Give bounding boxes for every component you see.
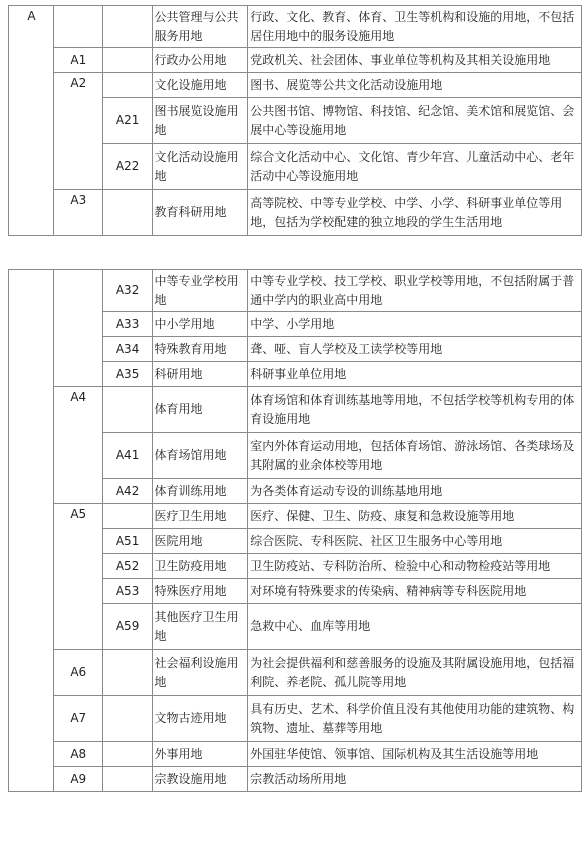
category-name-cell: 体育训练用地 (152, 479, 248, 504)
category-desc-cell: 综合医院、专科医院、社区卫生服务中心等用地 (248, 529, 582, 554)
category-desc-cell: 具有历史、艺术、科学价值且没有其他使用功能的建筑物、构筑物、遗址、墓葬等用地 (248, 696, 582, 742)
small-code-cell: A34 (102, 337, 152, 362)
table-row (9, 696, 582, 742)
small-code-cell (102, 650, 152, 696)
table-row (9, 6, 582, 48)
category-name-cell: 特殊教育用地 (152, 337, 248, 362)
small-code-cell (102, 742, 152, 767)
small-code-cell (102, 6, 152, 48)
mid-code-cell: A9 (53, 767, 102, 792)
small-code-cell (102, 504, 152, 529)
category-name-cell: 中等专业学校用地 (152, 270, 248, 312)
category-name-cell: 社会福利设施用地 (152, 650, 248, 696)
category-desc-cell: 急救中心、血库等用地 (248, 604, 582, 650)
mid-code-cell: A7 (53, 696, 102, 742)
small-code-cell: A32 (102, 270, 152, 312)
category-desc-cell: 对环境有特殊要求的传染病、精神病等专科医院用地 (248, 579, 582, 604)
small-code-cell: A52 (102, 554, 152, 579)
category-name-cell: 其他医疗卫生用地 (152, 604, 248, 650)
mid-code-cell: A6 (53, 650, 102, 696)
category-desc-cell: 卫生防疫站、专科防治所、检验中心和动物检疫站等用地 (248, 554, 582, 579)
mid-code-cell: A5 (53, 504, 102, 650)
small-code-cell (102, 190, 152, 236)
small-code-cell: A21 (102, 98, 152, 144)
small-code-cell (102, 696, 152, 742)
category-desc-cell: 科研事业单位用地 (248, 362, 582, 387)
small-code-cell: A33 (102, 312, 152, 337)
category-name-cell: 中小学用地 (152, 312, 248, 337)
mid-code-cell: A3 (53, 190, 102, 236)
category-name-cell: 医疗卫生用地 (152, 504, 248, 529)
category-name-cell: 图书展览设施用地 (152, 98, 248, 144)
small-code-cell (102, 73, 152, 98)
category-desc-cell: 综合文化活动中心、文化馆、青少年宫、儿童活动中心、老年活动中心等设施用地 (248, 144, 582, 190)
major-code-cell (9, 270, 54, 792)
category-name-cell: 行政办公用地 (152, 48, 248, 73)
small-code-cell: A59 (102, 604, 152, 650)
small-code-cell: A51 (102, 529, 152, 554)
category-desc-cell: 中等专业学校、技工学校、职业学校等用地，不包括附属于普通中学内的职业高中用地 (248, 270, 582, 312)
table-row (9, 190, 582, 236)
small-code-cell: A53 (102, 579, 152, 604)
category-desc-cell: 党政机关、社会团体、事业单位等机构及其相关设施用地 (248, 48, 582, 73)
small-code-cell: A35 (102, 362, 152, 387)
mid-code-cell: A4 (53, 387, 102, 504)
category-desc-cell: 行政、文化、教育、体育、卫生等机构和设施的用地，不包括居住用地中的服务设施用地 (248, 6, 582, 48)
table-row (9, 73, 582, 98)
category-desc-cell: 聋、哑、盲人学校及工读学校等用地 (248, 337, 582, 362)
category-desc-cell: 公共图书馆、博物馆、科技馆、纪念馆、美术馆和展览馆、会展中心等设施用地 (248, 98, 582, 144)
category-desc-cell: 图书、展览等公共文化活动设施用地 (248, 73, 582, 98)
table-row (9, 504, 582, 529)
major-code-cell: A (9, 6, 54, 236)
category-desc-cell: 医疗、保健、卫生、防疫、康复和急救设施等用地 (248, 504, 582, 529)
small-code-cell (102, 387, 152, 433)
small-code-cell (102, 48, 152, 73)
mid-code-cell: A1 (53, 48, 102, 73)
category-name-cell: 特殊医疗用地 (152, 579, 248, 604)
category-name-cell: 教育科研用地 (152, 190, 248, 236)
small-code-cell: A42 (102, 479, 152, 504)
category-name-cell: 卫生防疫用地 (152, 554, 248, 579)
category-desc-cell: 体育场馆和体育训练基地等用地，不包括学校等机构专用的体育设施用地 (248, 387, 582, 433)
category-desc-cell: 中学、小学用地 (248, 312, 582, 337)
small-code-cell: A41 (102, 433, 152, 479)
mid-code-cell: A8 (53, 742, 102, 767)
mid-code-cell (53, 270, 102, 387)
table-row (9, 387, 582, 433)
category-name-cell: 文物古迹用地 (152, 696, 248, 742)
table-row (9, 650, 582, 696)
small-code-cell: A22 (102, 144, 152, 190)
mid-code-cell (53, 6, 102, 48)
category-name-cell: 宗教设施用地 (152, 767, 248, 792)
table-row (9, 270, 582, 312)
category-desc-cell: 为各类体育运动专设的训练基地用地 (248, 479, 582, 504)
category-name-cell: 医院用地 (152, 529, 248, 554)
land-use-table-bottom (8, 269, 582, 792)
table-row (9, 767, 582, 792)
category-name-cell: 外事用地 (152, 742, 248, 767)
category-desc-cell: 高等院校、中等专业学校、中学、小学、科研事业单位等用地，包括为学校配建的独立地段的学生生活用地 (248, 190, 582, 236)
category-desc-cell: 外国驻华使馆、领事馆、国际机构及其生活设施等用地 (248, 742, 582, 767)
category-name-cell: 文化设施用地 (152, 73, 248, 98)
category-name-cell: 科研用地 (152, 362, 248, 387)
mid-code-cell: A2 (53, 73, 102, 190)
category-desc-cell: 宗教活动场所用地 (248, 767, 582, 792)
category-name-cell: 体育用地 (152, 387, 248, 433)
category-desc-cell: 室内外体育运动用地，包括体育场馆、游泳场馆、各类球场及其附属的业余体校等用地 (248, 433, 582, 479)
category-desc-cell: 为社会提供福利和慈善服务的设施及其附属设施用地，包括福利院、养老院、孤儿院等用地 (248, 650, 582, 696)
category-name-cell: 文化活动设施用地 (152, 144, 248, 190)
small-code-cell (102, 767, 152, 792)
category-name-cell: 公共管理与公共服务用地 (152, 6, 248, 48)
table-row (9, 742, 582, 767)
table-row (9, 48, 582, 73)
land-use-table-top (8, 5, 582, 236)
category-name-cell: 体育场馆用地 (152, 433, 248, 479)
